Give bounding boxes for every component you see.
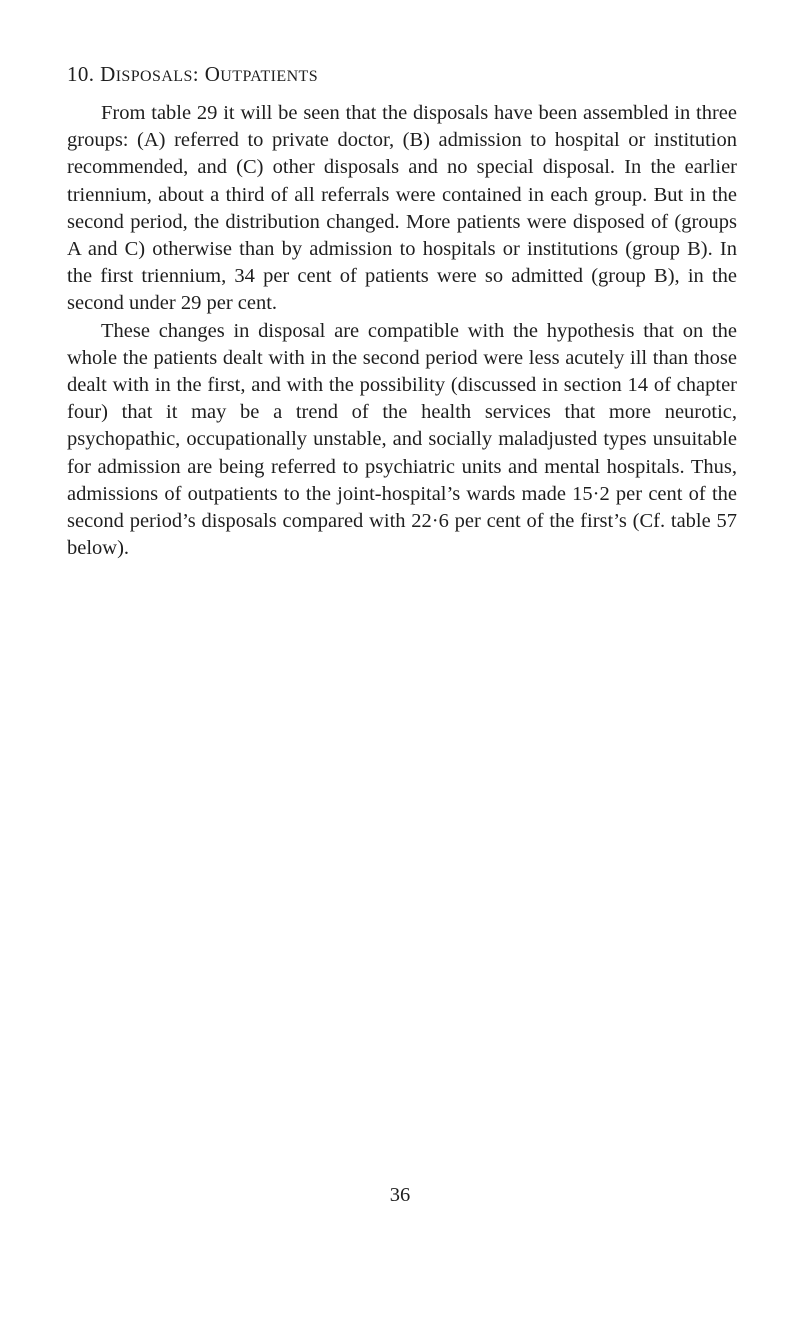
section-number: 10. xyxy=(67,62,95,86)
page-number: 36 xyxy=(389,1184,411,1206)
section-heading xyxy=(67,62,318,89)
paragraph-2: These changes in disposal are compatible with the hypothesis that on the whole the patients dealt with in the second period were less acutely ill than those dealt with in the first, and with the possibility (discussed in section 14 of chapter four) that it may be a trend of the health services that more neurotic, psychopathic, occupationally unstable, and socially maladjusted types unsuitable for admission are being referred to psychiatric units and mental hospitals. Thus, admissions of outpatients to the joint-hospital’s wards made 15·2 per cent of the second period’s disposals compared with 22·6 per cent of the first’s (Cf. table 57 below). xyxy=(67,319,737,560)
paragraph-1: From table 29 it will be seen that the disposals have been assembled in three groups: (A) referred to private doctor, (B) admission to hospital or institution recommended, and (C) other disposals and no special disposal. In the earlier triennium, about a third of all referrals were contained in each group. But in the second period, the distribution changed. More patients were disposed of (groups A and C) otherwise than by admission to hospitals or institutions (group B). In the first triennium, 34 per cent of patients were so admitted (group B), in the second under 29 per cent. xyxy=(67,102,737,315)
section-title: DISPOSALS: OUTPATIENTS xyxy=(100,62,319,86)
body-text xyxy=(67,100,737,562)
